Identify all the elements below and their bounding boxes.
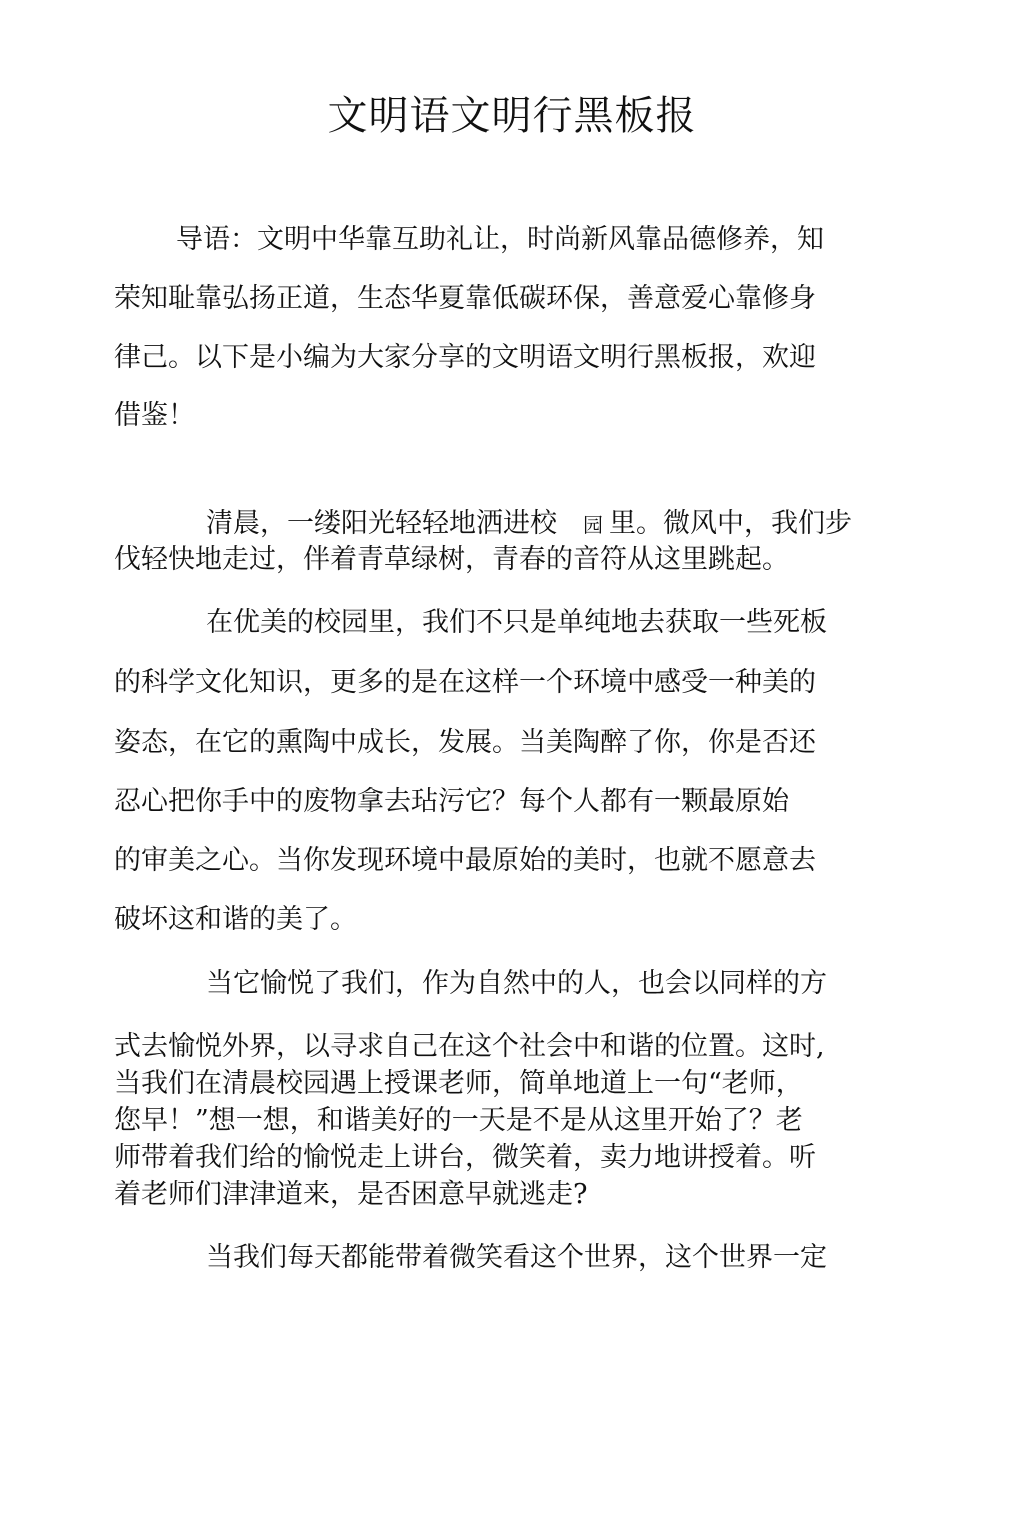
p3-line-6: 着老师们津津道来，是否困意早就逃走?: [114, 1179, 588, 1210]
p2-line-3: 姿态，在它的熏陶中成长，发展。当美陶醉了你，你是否还: [114, 727, 816, 758]
p3-line-3: 当我们在清晨校园遇上授课老师，简单地道上一句“老师，: [114, 1068, 803, 1099]
page-title: 文明语文明行黑板报: [327, 93, 697, 139]
p2-line-2: 的科学文化知识，更多的是在这样一个环境中感受一种美的: [114, 667, 816, 698]
p3-line-1: 当它愉悦了我们，作为自然中的人，也会以同样的方: [206, 968, 827, 999]
p2-line-6: 破坏这和谐的美了。: [114, 904, 357, 935]
intro-line-2: 荣知耻靠弘扬正道，生态华夏靠低碳环保，善意爱心靠修身: [114, 283, 816, 314]
p3-line-4: 您早！”想一想，和谐美好的一天是不是从这里开始了？老: [114, 1105, 803, 1136]
p4-line-1: 当我们每天都能带着微笑看这个世界，这个世界一定: [206, 1242, 827, 1273]
p1-line-1-b: 里。微风中，我们步: [609, 508, 852, 539]
p2-line-1: 在优美的校园里，我们不只是单纯地去获取一些死板: [206, 607, 827, 638]
intro-line-1: 导语：文明中华靠互助礼让，时尚新风靠品德修养，知: [176, 224, 824, 255]
p2-line-5: 的审美之心。当你发现环境中最原始的美时，也就不愿意去: [114, 845, 816, 876]
intro-line-4: 借鉴！: [114, 400, 195, 431]
intro-line-3: 律己。以下是小编为大家分享的文明语文明行黑板报，欢迎: [114, 342, 816, 373]
p3-line-2: 式去愉悦外界，以寻求自己在这个社会中和谐的位置。这时,: [114, 1031, 825, 1062]
p1-line-1: [206, 506, 852, 543]
p3-line-5: 师带着我们给的愉悦走上讲台，微笑着，卖力地讲授着。听: [114, 1142, 816, 1173]
p1-glyph-box: 园: [583, 512, 603, 537]
p2-line-4: 忍心把你手中的废物拿去玷污它？每个人都有一颗最原始: [114, 786, 789, 817]
p1-line-1-a: 清晨，一缕阳光轻轻地洒进校: [206, 508, 557, 539]
p1-line-2: 伐轻快地走过，伴着青草绿树，青春的音符从这里跳起。: [114, 544, 789, 575]
